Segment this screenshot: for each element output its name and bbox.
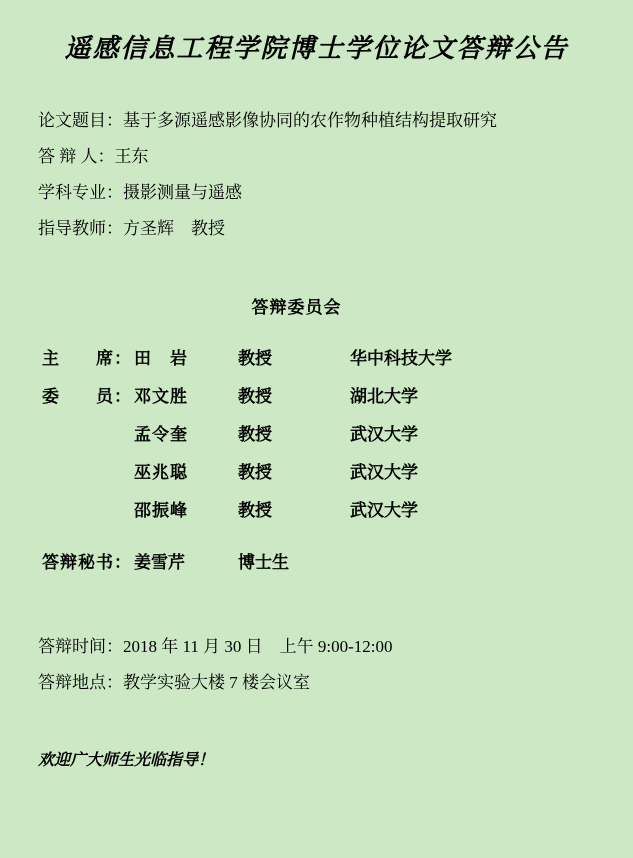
committee-rank: 教授 [238, 387, 272, 406]
committee-row [42, 458, 633, 496]
meta-value-presenter: 王东 [114, 147, 149, 166]
detail-label-location: 答辩地点： [38, 673, 123, 692]
meta-value-advisor: 方圣辉 教授 [123, 219, 225, 238]
committee-rank: 教授 [238, 425, 272, 444]
meta-row-advisor [38, 211, 633, 247]
thesis-meta-block [0, 103, 633, 247]
meta-label-major: 学科专业： [38, 183, 123, 202]
meta-row-presenter [38, 139, 633, 175]
committee-row [42, 420, 633, 458]
committee-org: 湖北大学 [350, 387, 418, 406]
secretary-label: 答辩秘书： [42, 553, 132, 572]
detail-value-time: 2018 年 11 月 30 日 上午 9:00-12:00 [123, 637, 393, 656]
committee-org: 武汉大学 [350, 501, 418, 520]
committee-role: 委 员： [42, 387, 132, 406]
page-title: 遥感信息工程学院博士学位论文答辩公告 [64, 34, 569, 64]
detail-value-location: 教学实验大楼 7 楼会议室 [123, 673, 310, 692]
meta-label-topic: 论文题目： [38, 111, 123, 130]
welcome-note: 欢迎广大师生光临指导！ [38, 750, 215, 769]
secretary-rank: 博士生 [238, 553, 289, 572]
announcement-page [0, 28, 633, 858]
committee-rank: 教授 [238, 463, 272, 482]
committee-org: 武汉大学 [350, 425, 418, 444]
committee-row [42, 496, 633, 534]
committee-name: 田 岩 [134, 349, 188, 368]
detail-row-location [38, 665, 633, 701]
committee-name: 邓文胜 [134, 387, 188, 406]
meta-value-major: 摄影测量与遥感 [123, 183, 242, 202]
committee-rank: 教授 [238, 501, 272, 520]
committee-org: 华中科技大学 [350, 349, 452, 368]
committee-row [42, 344, 633, 382]
detail-label-time: 答辩时间： [38, 637, 123, 656]
detail-row-time [38, 629, 633, 665]
meta-row-major [38, 175, 633, 211]
meta-value-topic: 基于多源遥感影像协同的农作物种植结构提取研究 [123, 111, 497, 130]
meta-row-topic [38, 103, 633, 139]
committee-name: 孟令奎 [134, 425, 188, 444]
committee-heading: 答辩委员会 [251, 298, 342, 317]
defense-details-block [0, 629, 633, 701]
committee-role: 主 席： [42, 349, 132, 368]
committee-name: 邵振峰 [134, 501, 188, 520]
committee-rank: 教授 [238, 349, 272, 368]
meta-label-advisor: 指导教师： [38, 219, 123, 238]
committee-list [0, 344, 633, 534]
meta-label-presenter: 答 辩 人： [38, 147, 115, 166]
committee-name: 巫兆聪 [134, 463, 188, 482]
secretary-row [0, 548, 633, 573]
committee-row [42, 382, 633, 420]
committee-org: 武汉大学 [350, 463, 418, 482]
secretary-name: 姜雪芹 [134, 553, 185, 572]
